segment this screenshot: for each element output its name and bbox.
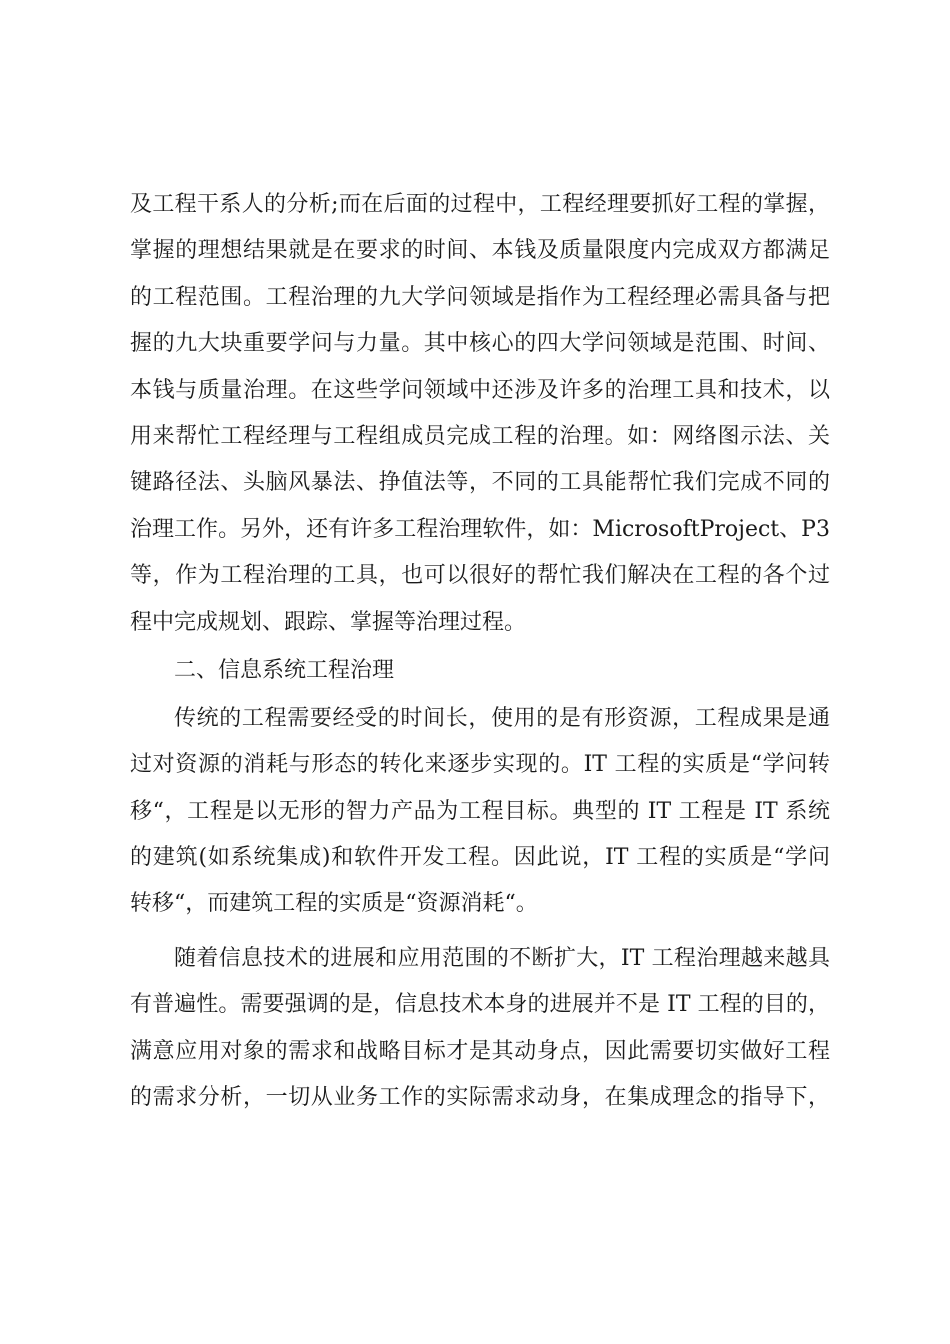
- text-line: 的工程范围。工程治理的九大学问领域是指作为工程经理必需具备与把: [130, 284, 830, 310]
- text-line: 及工程干系人的分析;而在后面的过程中，工程经理要抓好工程的掌握，: [130, 192, 830, 217]
- text-line: 握的九大块重要学问与力量。其中核心的四大学问领域是范围、时间、: [130, 331, 830, 357]
- paragraph-it-development: [130, 936, 830, 1122]
- text-line: 程中完成规划、跟踪、掌握等治理过程。: [130, 609, 527, 635]
- text-line: 等，作为工程治理的工具，也可以很好的帮忙我们解决在工程的各个过: [130, 563, 830, 589]
- section-heading: [130, 646, 830, 696]
- text-line: 的需求分析，一切从业务工作的实际需求动身，在集成理念的指导下，: [130, 1085, 830, 1111]
- paragraph-spacer: [130, 928, 830, 936]
- paragraph-traditional-vs-it: [130, 696, 830, 928]
- text-line: 随着信息技术的进展和应用范围的不断扩大，IT 工程治理越来越具: [174, 945, 830, 971]
- text-line: 键路径法、头脑风暴法、挣值法等，不同的工具能帮忙我们完成不同的: [130, 470, 830, 496]
- paragraph-project-management: [130, 182, 830, 646]
- text-line: 传统的工程需要经受的时间长，使用的是有形资源，工程成果是通: [174, 705, 830, 731]
- document-body: [130, 182, 830, 1121]
- text-line: 有普遍性。需要强调的是，信息技术本身的进展并不是 IT 工程的目的，: [130, 992, 830, 1018]
- text-line: 掌握的理想结果就是在要求的时间、本钱及质量限度内完成双方都满足: [130, 238, 830, 264]
- text-line: 移“，工程是以无形的智力产品为工程目标。典型的 IT 工程是 IT 系统: [130, 798, 830, 824]
- section-heading-text: 二、信息系统工程治理: [174, 657, 395, 683]
- text-line: 的建筑(如系统集成)和软件开发工程。因此说，IT 工程的实质是“学问: [130, 845, 830, 871]
- text-line: 满意应用对象的需求和战略目标才是其动身点，因此需要切实做好工程: [130, 1038, 830, 1064]
- text-line: 过对资源的消耗与形态的转化来逐步实现的。IT 工程的实质是“学问转: [130, 752, 830, 778]
- text-line: 转移“，而建筑工程的实质是“资源消耗“。: [130, 891, 538, 917]
- text-line: 用来帮忙工程经理与工程组成员完成工程的治理。如：网络图示法、关: [130, 423, 830, 449]
- text-line: 治理工作。另外，还有许多工程治理软件，如：MicrosoftProject、P3: [130, 516, 830, 542]
- text-line: 本钱与质量治理。在这些学问领域中还涉及许多的治理工具和技术，以: [130, 377, 830, 403]
